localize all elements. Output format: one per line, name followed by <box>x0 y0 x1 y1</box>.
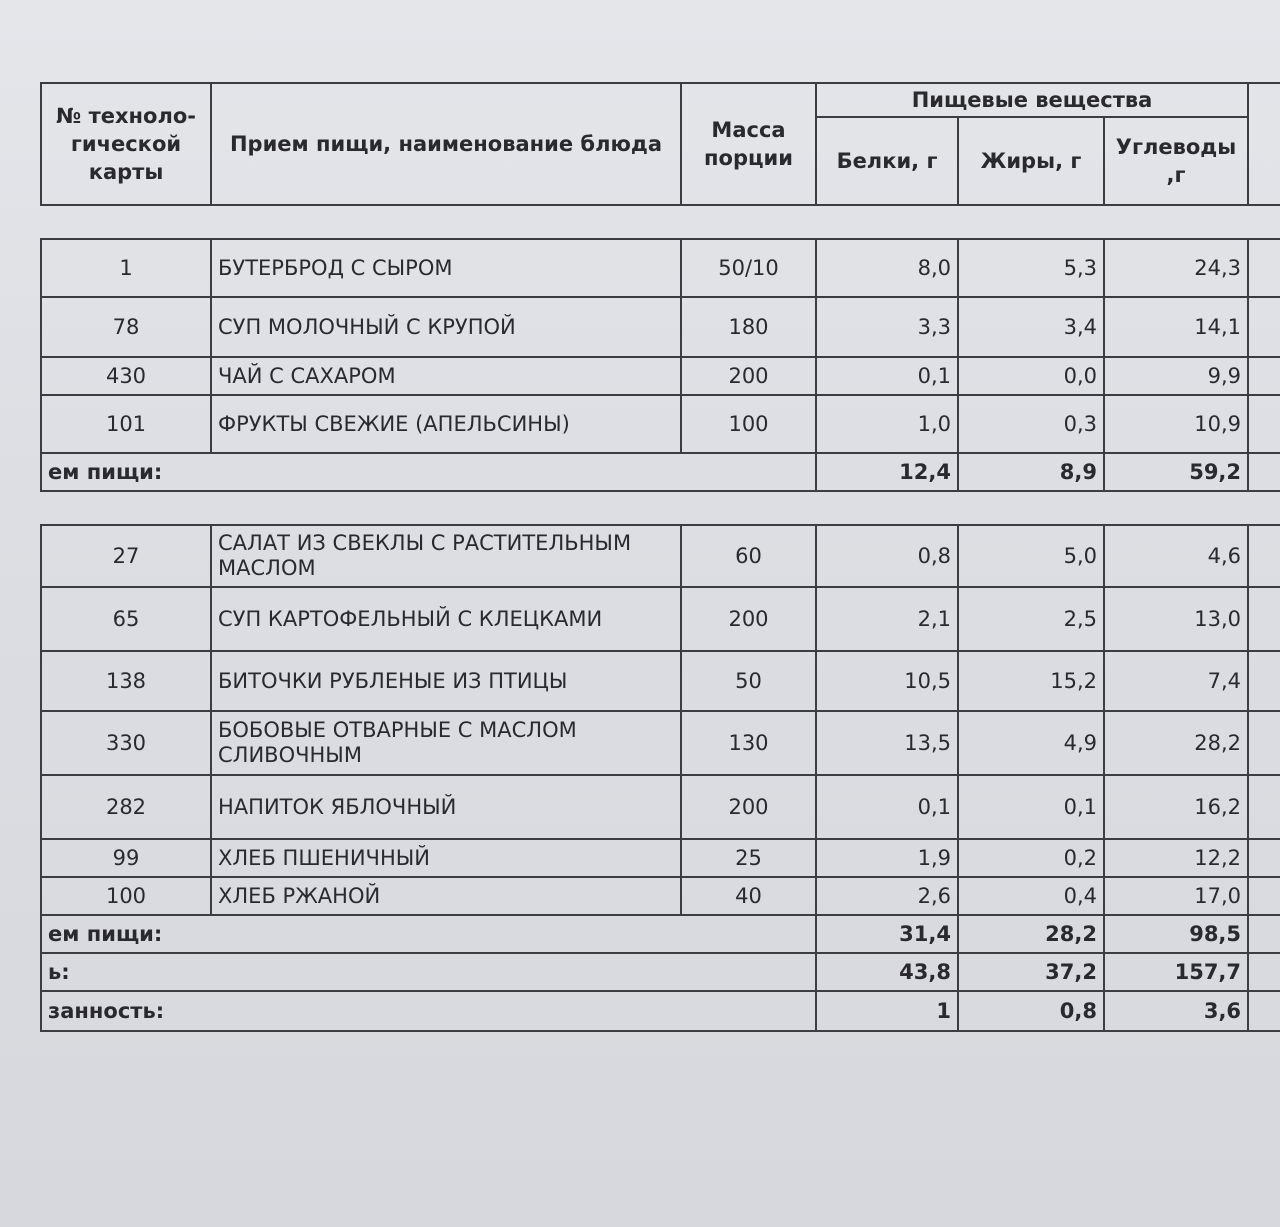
table-row <box>41 775 1280 839</box>
cell-tech-card-no: 99 <box>41 839 211 877</box>
cell-protein: 1,0 <box>816 395 958 453</box>
cell-cut <box>1248 839 1280 877</box>
cell-portion-mass: 200 <box>681 775 816 839</box>
header-row-1 <box>41 83 1280 117</box>
cell-tech-card-no: 282 <box>41 775 211 839</box>
cell-tech-card-no: 100 <box>41 877 211 915</box>
cell-fat: 5,3 <box>958 239 1104 297</box>
total-fat: 28,2 <box>958 915 1104 953</box>
cell-dish-name: БОБОВЫЕ ОТВАРНЫЕ С МАСЛОМ СЛИВОЧНЫМ <box>211 711 681 775</box>
table-row <box>41 357 1280 395</box>
cell-cut <box>1248 953 1280 991</box>
cell-dish-name: САЛАТ ИЗ СВЕКЛЫ С РАСТИТЕЛЬНЫМ МАСЛОМ <box>211 525 681 587</box>
total-fat: 8,9 <box>958 453 1104 491</box>
section-gap <box>41 491 1280 525</box>
cell-protein: 8,0 <box>816 239 958 297</box>
total-label: ь: <box>41 953 816 991</box>
cell-tech-card-no: 65 <box>41 587 211 651</box>
cell-portion-mass: 200 <box>681 587 816 651</box>
cell-tech-card-no: 330 <box>41 711 211 775</box>
lunch-total-row <box>41 915 1280 953</box>
cell-tech-card-no: 27 <box>41 525 211 587</box>
cell-carbs: 7,4 <box>1104 651 1248 711</box>
table-row <box>41 525 1280 587</box>
header-dish-name: Прием пищи, наименование блюда <box>211 83 681 205</box>
cell-portion-mass: 180 <box>681 297 816 357</box>
cell-dish-name: СУП КАРТОФЕЛЬНЫЙ С КЛЕЦКАМИ <box>211 587 681 651</box>
total-label: ем пищи: <box>41 915 816 953</box>
ratio-row <box>41 991 1280 1031</box>
cell-fat: 0,0 <box>958 357 1104 395</box>
cell-dish-name: ЧАЙ С САХАРОМ <box>211 357 681 395</box>
total-carbs: 98,5 <box>1104 915 1248 953</box>
gap-before-breakfast <box>41 205 1280 239</box>
cell-protein: 10,5 <box>816 651 958 711</box>
total-carbs: 157,7 <box>1104 953 1248 991</box>
table-row <box>41 877 1280 915</box>
header-cut-column <box>1248 83 1280 205</box>
cell-portion-mass: 50/10 <box>681 239 816 297</box>
cell-cut <box>1248 357 1280 395</box>
section-gap <box>41 205 1280 239</box>
header-tech-card-no: № техноло- гической карты <box>41 83 211 205</box>
total-fat: 0,8 <box>958 991 1104 1031</box>
cell-cut <box>1248 775 1280 839</box>
cell-cut <box>1248 453 1280 491</box>
cell-portion-mass: 60 <box>681 525 816 587</box>
cell-protein: 13,5 <box>816 711 958 775</box>
cell-tech-card-no: 1 <box>41 239 211 297</box>
cell-protein: 2,6 <box>816 877 958 915</box>
cell-tech-card-no: 78 <box>41 297 211 357</box>
cell-cut <box>1248 525 1280 587</box>
cell-cut <box>1248 395 1280 453</box>
table-row <box>41 839 1280 877</box>
total-label: занность: <box>41 991 816 1031</box>
gap-before-lunch <box>41 491 1280 525</box>
cell-fat: 3,4 <box>958 297 1104 357</box>
cell-fat: 4,9 <box>958 711 1104 775</box>
cell-cut <box>1248 877 1280 915</box>
header-carbs: Углеводы ,г <box>1104 117 1248 205</box>
cell-cut <box>1248 991 1280 1031</box>
cell-dish-name: СУП МОЛОЧНЫЙ С КРУПОЙ <box>211 297 681 357</box>
table-row <box>41 297 1280 357</box>
table-row <box>41 587 1280 651</box>
cell-portion-mass: 40 <box>681 877 816 915</box>
cell-dish-name: ХЛЕБ ПШЕНИЧНЫЙ <box>211 839 681 877</box>
total-protein: 12,4 <box>816 453 958 491</box>
header-portion-mass: Масса порции <box>681 83 816 205</box>
total-fat: 37,2 <box>958 953 1104 991</box>
cell-dish-name: ФРУКТЫ СВЕЖИЕ (АПЕЛЬСИНЫ) <box>211 395 681 453</box>
cell-carbs: 12,2 <box>1104 839 1248 877</box>
cell-carbs: 4,6 <box>1104 525 1248 587</box>
cell-cut <box>1248 587 1280 651</box>
cell-dish-name: НАПИТОК ЯБЛОЧНЫЙ <box>211 775 681 839</box>
menu-table <box>40 82 1280 1032</box>
cell-protein: 3,3 <box>816 297 958 357</box>
cell-portion-mass: 50 <box>681 651 816 711</box>
table-row <box>41 395 1280 453</box>
cell-cut <box>1248 711 1280 775</box>
cell-fat: 0,2 <box>958 839 1104 877</box>
cell-carbs: 13,0 <box>1104 587 1248 651</box>
header-fat: Жиры, г <box>958 117 1104 205</box>
cell-protein: 0,8 <box>816 525 958 587</box>
cell-portion-mass: 200 <box>681 357 816 395</box>
day-total-row <box>41 953 1280 991</box>
cell-dish-name: БИТОЧКИ РУБЛЕНЫЕ ИЗ ПТИЦЫ <box>211 651 681 711</box>
total-protein: 43,8 <box>816 953 958 991</box>
cell-carbs: 9,9 <box>1104 357 1248 395</box>
cell-tech-card-no: 138 <box>41 651 211 711</box>
cell-portion-mass: 100 <box>681 395 816 453</box>
cell-carbs: 10,9 <box>1104 395 1248 453</box>
cell-fat: 0,3 <box>958 395 1104 453</box>
cell-tech-card-no: 101 <box>41 395 211 453</box>
cell-protein: 1,9 <box>816 839 958 877</box>
breakfast-total-row <box>41 453 1280 491</box>
total-protein: 31,4 <box>816 915 958 953</box>
cell-carbs: 14,1 <box>1104 297 1248 357</box>
cell-fat: 0,4 <box>958 877 1104 915</box>
total-label: ем пищи: <box>41 453 816 491</box>
cell-fat: 15,2 <box>958 651 1104 711</box>
cell-cut <box>1248 915 1280 953</box>
table-row <box>41 239 1280 297</box>
table-row <box>41 651 1280 711</box>
cell-carbs: 16,2 <box>1104 775 1248 839</box>
cell-dish-name: БУТЕРБРОД С СЫРОМ <box>211 239 681 297</box>
cell-portion-mass: 130 <box>681 711 816 775</box>
cell-dish-name: ХЛЕБ РЖАНОЙ <box>211 877 681 915</box>
cell-protein: 0,1 <box>816 357 958 395</box>
cell-cut <box>1248 651 1280 711</box>
cell-fat: 0,1 <box>958 775 1104 839</box>
cell-carbs: 24,3 <box>1104 239 1248 297</box>
cell-protein: 0,1 <box>816 775 958 839</box>
cell-portion-mass: 25 <box>681 839 816 877</box>
total-carbs: 3,6 <box>1104 991 1248 1031</box>
cell-carbs: 17,0 <box>1104 877 1248 915</box>
cell-cut <box>1248 239 1280 297</box>
cell-fat: 2,5 <box>958 587 1104 651</box>
cell-cut <box>1248 297 1280 357</box>
table-row <box>41 711 1280 775</box>
total-carbs: 59,2 <box>1104 453 1248 491</box>
cell-carbs: 28,2 <box>1104 711 1248 775</box>
header-protein: Белки, г <box>816 117 958 205</box>
header-nutrients: Пищевые вещества <box>816 83 1248 117</box>
cell-fat: 5,0 <box>958 525 1104 587</box>
total-protein: 1 <box>816 991 958 1031</box>
cell-tech-card-no: 430 <box>41 357 211 395</box>
cell-protein: 2,1 <box>816 587 958 651</box>
